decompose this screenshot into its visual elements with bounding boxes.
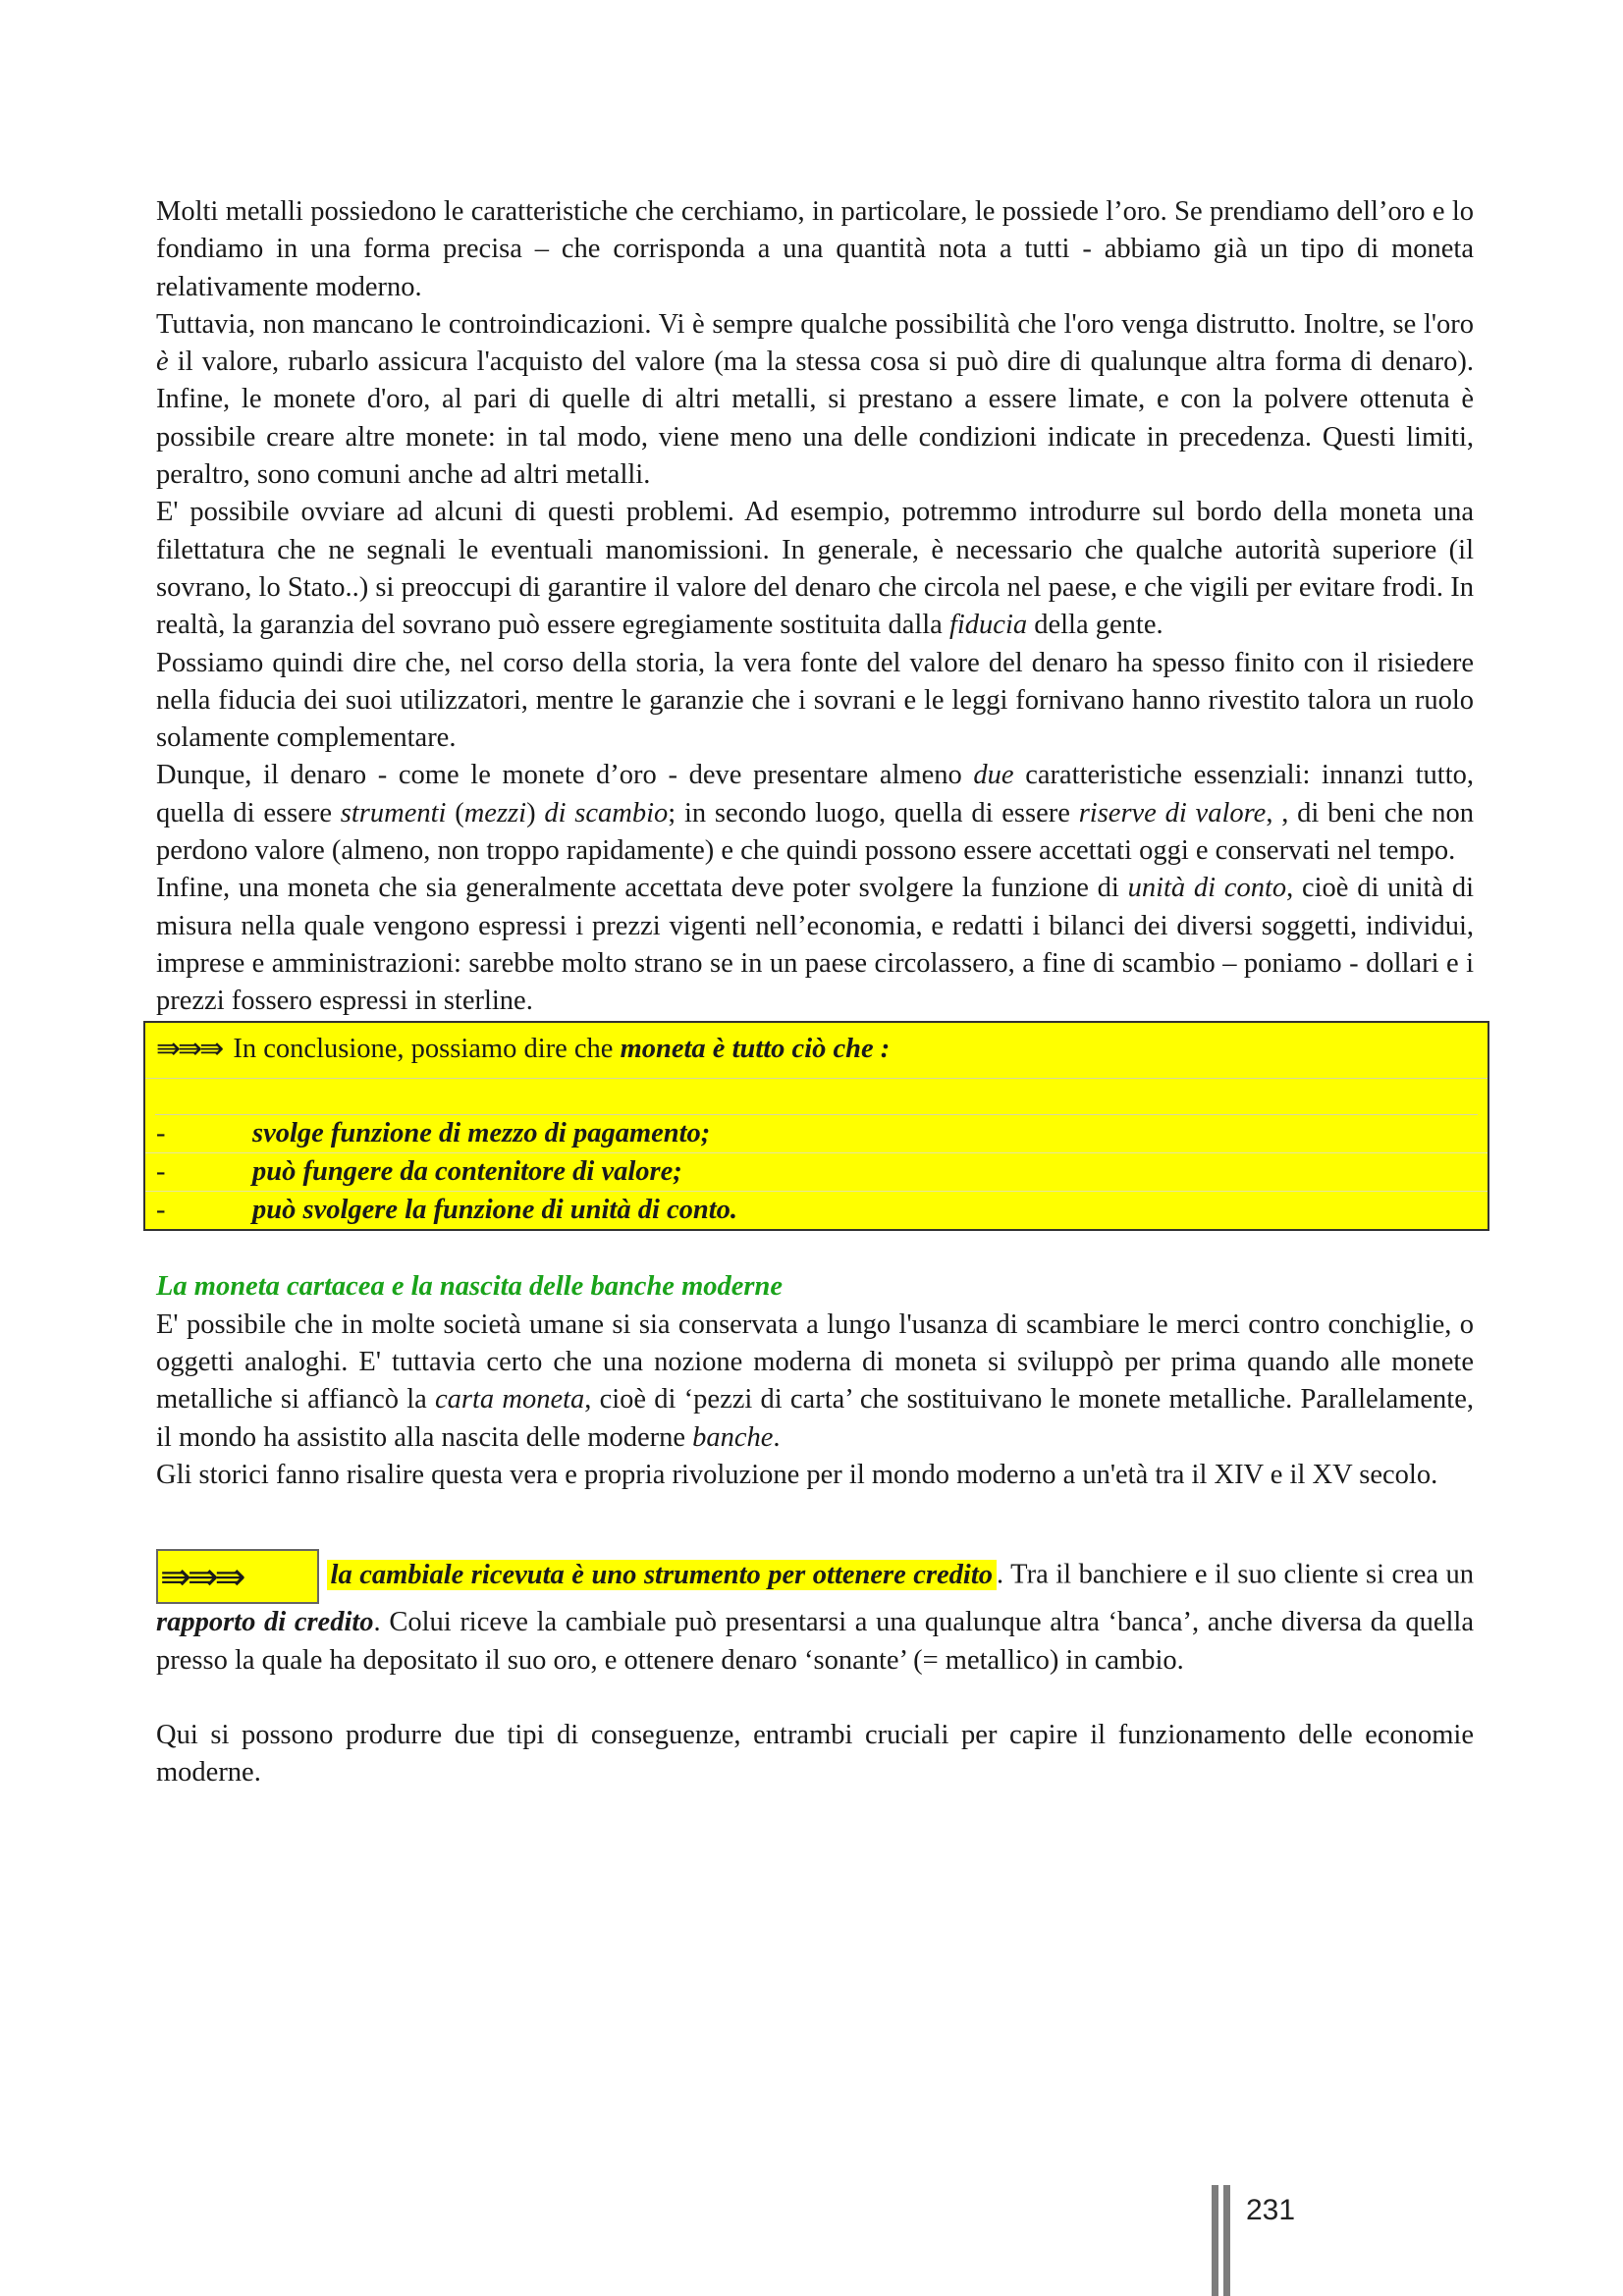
paragraph-text: Tuttavia, non mancano le controindicazioni. Vi è sempre qualche possibilità che l'oro venga distrutto. Inoltre, se l'oro	[156, 308, 1474, 340]
section-title: La moneta cartacea e la nascita delle banche moderne	[156, 1271, 783, 1303]
paragraph-text: .	[773, 1421, 781, 1453]
paragraph	[156, 306, 1474, 494]
triple-arrow-icon: ⇛⇛⇛	[156, 1549, 319, 1604]
paragraph-text: E' possibile che in molte società umane si sia conservata a lungo l'usanza di scambiare le merci contro conchiglie, o oggetti analoghi. E' tuttavia certo che una nozione moderna di moneta si sviluppò per prima quando alle monete metalliche si affiancò la	[156, 1308, 1474, 1415]
paragraph-text: , cioè di unità di misura nella quale vengono espressi i prezzi vigenti nell’economia, e redatti i bilanci dei diversi soggetti, individui, imprese e amministrazioni: sarebbe molto strano se in un paese circolassero, a fine di scambio – poniamo - dollari e i prezzi fossero espressi in sterline.	[156, 873, 1475, 1017]
italic-term: carta moneta	[434, 1384, 585, 1415]
paragraph-text: E' possibile ovviare ad alcuni di questi problemi. Ad esempio, potremmo introdurre sul bordo della moneta una filettatura che ne segnali le eventuali manomissioni. In generale, è necessario che qualche autorità superiore (il sovrano, lo Stato..) si preoccupi di garantire il valore del denaro che circola nel paese, e che vigili per evitare frodi. In realtà, la garanzia del sovrano può essere egregiamente sostituita dalla	[156, 497, 1474, 641]
credit-rest: . Colui riceve la cambiale può presentarsi a una qualunque altra ‘banca’, anche diversa da quella presso la quale ha depositato il suo oro, e ottenere denaro ‘sonante’ (= metallico) in cambio.	[156, 1607, 1474, 1676]
footer-bar	[1223, 2185, 1230, 2296]
paragraph-text: Possiamo quindi dire che, nel corso della storia, la vera fonte del valore del denaro ha spesso finito con il risiedere nella fiducia dei suoi utilizzatori, mentre le garanzie che i sovrani e le leggi fornivano hanno rivestito talora un ruolo solamente complementare.	[156, 647, 1474, 754]
list-item-text: può fungere da contenitore di valore;	[252, 1155, 682, 1187]
conclusion-box	[143, 1021, 1489, 1232]
italic-term: strumenti	[340, 797, 447, 828]
italic-term: fiducia	[948, 610, 1028, 641]
list-item-text: può svolgere la funzione di unità di conto.	[252, 1195, 738, 1226]
paragraph-text: caratteristiche essenziali: innanzi tutto, quella di essere	[156, 760, 1474, 828]
list-dash: -	[156, 1195, 166, 1226]
conclusion-blank-row	[155, 1079, 1478, 1115]
italic-term: è	[156, 347, 169, 378]
italic-term: riserve di valore	[1078, 797, 1267, 828]
paragraph-text: , cioè di ‘pezzi di carta’ che sostituivano le monete metalliche. Parallelamente, il mondo ha assistito alla nascita delle moderne	[156, 1384, 1474, 1453]
triple-arrow-icon: ⇛⇛⇛	[156, 1032, 222, 1067]
italic-term: mezzi	[463, 797, 527, 828]
section-paragraphs	[156, 1307, 1474, 1494]
list-item-text: svolge funzione di mezzo di pagamento;	[252, 1117, 711, 1148]
paragraph-text: , , di beni che non perdono valore (almeno, non troppo rapidamente) e che quindi possono essere accettati oggi e conservati nel tempo.	[156, 797, 1474, 867]
italic-term: due	[973, 760, 1014, 791]
paragraph-text: ; in secondo luogo, quella di essere	[668, 797, 1079, 828]
paragraph	[156, 645, 1474, 758]
italic-term: di scambio	[544, 797, 669, 828]
page-body	[156, 193, 1474, 1791]
final-paragraph: Qui si possono produrre due tipi di conseguenze, entrambi cruciali per capire il funzionamento delle economie moderne.	[156, 1719, 1474, 1789]
paragraph-text: (	[446, 797, 464, 828]
list-dash: -	[156, 1155, 166, 1187]
conclusion-lead-text: In conclusione, possiamo dire che	[233, 1034, 621, 1065]
paragraph	[156, 870, 1474, 1020]
list-item	[145, 1153, 1488, 1192]
highlighted-statement: la cambiale ricevuta è uno strumento per ottenere credito	[327, 1560, 998, 1590]
paragraph-text: Infine, una moneta che sia generalmente accettata deve poter svolgere la funzione di	[156, 873, 1128, 904]
paragraph-text: della gente.	[1027, 610, 1163, 641]
conclusion-lead-bold: moneta è tutto ciò che :	[620, 1034, 891, 1065]
paragraph	[156, 1307, 1474, 1457]
paragraph	[156, 494, 1474, 644]
intro-paragraphs	[156, 193, 1474, 1021]
footer-bar	[1212, 2185, 1218, 2296]
paragraph	[156, 1457, 1474, 1494]
paragraph-text: Molti metalli possiedono le caratteristiche che cerchiamo, in particolare, le possiede l’oro. Se prendiamo dell’oro e lo fondiamo in una forma precisa – che corrisponda a una quantità nota a tutti - abbiamo già un tipo di moneta relativamente moderno.	[156, 196, 1474, 302]
list-item	[145, 1192, 1488, 1229]
conclusion-lead	[145, 1023, 1488, 1079]
credit-text: . Tra il banchiere e il suo cliente si crea un	[997, 1559, 1475, 1590]
paragraph-text: Gli storici fanno risalire questa vera e propria rivoluzione per il mondo moderno a un'età tra il XIV e il XV secolo.	[156, 1459, 1438, 1490]
paragraph-text: Dunque, il denaro - come le monete d’oro - deve presentare almeno	[156, 760, 974, 791]
list-dash: -	[156, 1117, 166, 1148]
credit-paragraph	[156, 1549, 1474, 1680]
paragraph	[156, 757, 1474, 870]
paragraph	[156, 193, 1474, 306]
italic-term: unità di conto	[1127, 873, 1287, 904]
list-item	[145, 1115, 1488, 1153]
italic-term: banche	[692, 1421, 774, 1453]
paragraph-text: il valore, rubarlo assicura l'acquisto del valore (ma la stessa cosa si può dire di qualunque altra forma di denaro). Infine, le monete d'oro, al pari di quelle di altri metalli, si prestano a essere limate, e con la polvere ottenuta è possibile creare altre monete: in tal modo, viene meno una delle condizioni indicate in precedenza. Questi limiti, peraltro, sono comuni anche ad altri metalli.	[156, 347, 1474, 491]
paragraph-text: )	[526, 797, 545, 828]
page-number: 231	[1246, 2194, 1296, 2226]
credit-bold-term: rapporto di credito	[156, 1607, 374, 1638]
